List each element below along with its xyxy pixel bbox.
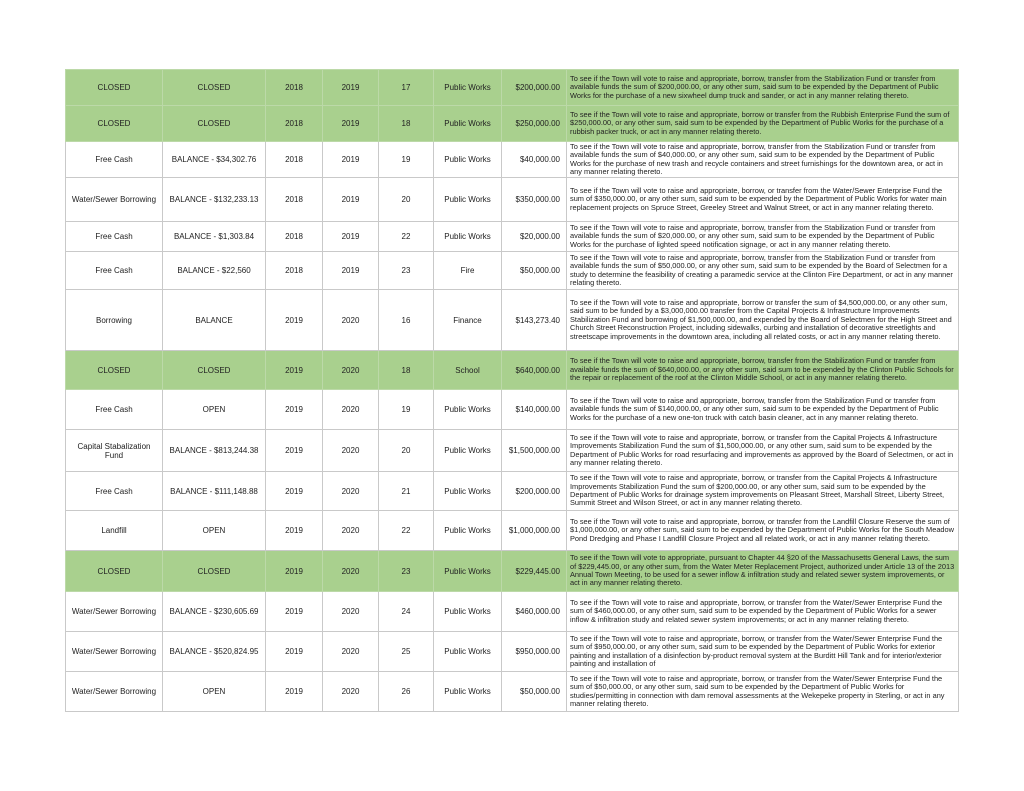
description-cell: To see if the Town will vote to raise and appropriate, borrow, transfer from the Stabilization Fund or transfer from available funds the sum of $50,000.00, or any other sum, said sum to be expended by the Board of Selectmen for a study to determine the feasibility of creating a paramedic service at the Clinton Fire Department, or act in any manner relating thereto. bbox=[567, 252, 959, 290]
amount-cell: $1,000,000.00 bbox=[502, 511, 567, 551]
amount-cell: $143,273.40 bbox=[502, 290, 567, 351]
table-row bbox=[66, 290, 959, 351]
balance-status-cell: BALANCE - $520,824.95 bbox=[163, 632, 266, 672]
start-year-cell: 2018 bbox=[266, 106, 323, 142]
funding-source-cell: Free Cash bbox=[66, 142, 163, 178]
article-number-cell: 18 bbox=[379, 351, 434, 390]
balance-status-cell: BALANCE - $34,302.76 bbox=[163, 142, 266, 178]
funding-source-cell: CLOSED bbox=[66, 70, 163, 106]
description-cell: To see if the Town will vote to raise and appropriate, borrow, or transfer from the Water/Sewer Enterprise Fund the sum of $460,000.00, or any other sum, said sum to be expended by the Department of Public Works for a sewer inflow & infiltration study and related sewer system improvements; or act in any manner relating thereto. bbox=[567, 592, 959, 632]
department-cell: Public Works bbox=[434, 472, 502, 511]
description-cell: To see if the Town will vote to raise and appropriate, borrow, or transfer from the Capital Projects & Infrastructure Improvements Stabilization Fund the sum of $1,500,000.00, or any other sum, said sum to be expended by the Department of Public Works for road resurfacing and improvements as approved by the Board of Selectmen, or act in any manner relating thereto. bbox=[567, 430, 959, 472]
description-cell: To see if the Town will vote to raise and appropriate, borrow, transfer from the Stabilization Fund or transfer from available funds the sum of $20,000.00, or any other sum, said sum to be expended by the Department of Public Works for the purchase of lighted speed notification signage, or act in any manner relating thereto. bbox=[567, 222, 959, 252]
table-row bbox=[66, 632, 959, 672]
table-row bbox=[66, 142, 959, 178]
department-cell: Public Works bbox=[434, 222, 502, 252]
department-cell: Public Works bbox=[434, 551, 502, 592]
department-cell: Public Works bbox=[434, 70, 502, 106]
articles-table-body bbox=[66, 70, 959, 712]
end-year-cell: 2019 bbox=[323, 142, 379, 178]
balance-status-cell: BALANCE - $22,560 bbox=[163, 252, 266, 290]
start-year-cell: 2018 bbox=[266, 252, 323, 290]
amount-cell: $50,000.00 bbox=[502, 252, 567, 290]
start-year-cell: 2018 bbox=[266, 142, 323, 178]
balance-status-cell: BALANCE - $1,303.84 bbox=[163, 222, 266, 252]
funding-source-cell: Water/Sewer Borrowing bbox=[66, 632, 163, 672]
start-year-cell: 2019 bbox=[266, 592, 323, 632]
end-year-cell: 2020 bbox=[323, 672, 379, 712]
department-cell: Public Works bbox=[434, 430, 502, 472]
department-cell: Public Works bbox=[434, 672, 502, 712]
table-row bbox=[66, 511, 959, 551]
balance-status-cell: OPEN bbox=[163, 390, 266, 430]
articles-table bbox=[65, 69, 959, 712]
article-number-cell: 22 bbox=[379, 511, 434, 551]
description-cell: To see if the Town will vote to raise and appropriate, borrow, or transfer from the Water/Sewer Enterprise Fund the sum of $950,000.00, or any other sum, said sum to be expended by the Department of Public Works for exterior painting and installation of a disinfection by-product removal system at the Burditt Hill Tank and for interior/exterior painting and installation of bbox=[567, 632, 959, 672]
department-cell: Public Works bbox=[434, 592, 502, 632]
amount-cell: $640,000.00 bbox=[502, 351, 567, 390]
funding-source-cell: CLOSED bbox=[66, 351, 163, 390]
department-cell: Public Works bbox=[434, 142, 502, 178]
start-year-cell: 2018 bbox=[266, 178, 323, 222]
table-row bbox=[66, 672, 959, 712]
funding-source-cell: Water/Sewer Borrowing bbox=[66, 592, 163, 632]
funding-source-cell: Landfill bbox=[66, 511, 163, 551]
amount-cell: $250,000.00 bbox=[502, 106, 567, 142]
department-cell: Public Works bbox=[434, 390, 502, 430]
article-number-cell: 24 bbox=[379, 592, 434, 632]
start-year-cell: 2019 bbox=[266, 390, 323, 430]
end-year-cell: 2020 bbox=[323, 290, 379, 351]
table-row bbox=[66, 592, 959, 632]
department-cell: Public Works bbox=[434, 632, 502, 672]
article-number-cell: 23 bbox=[379, 252, 434, 290]
start-year-cell: 2019 bbox=[266, 351, 323, 390]
end-year-cell: 2020 bbox=[323, 351, 379, 390]
amount-cell: $460,000.00 bbox=[502, 592, 567, 632]
balance-status-cell: BALANCE bbox=[163, 290, 266, 351]
table-row bbox=[66, 222, 959, 252]
funding-source-cell: Capital Stabalization Fund bbox=[66, 430, 163, 472]
amount-cell: $950,000.00 bbox=[502, 632, 567, 672]
article-number-cell: 16 bbox=[379, 290, 434, 351]
funding-source-cell: Free Cash bbox=[66, 222, 163, 252]
description-cell: To see if the Town will vote to raise and appropriate, borrow, transfer from the Stabilization Fund or transfer from available funds the sum of $140,000.00, or any other sum, said sum to be expended by the Department of Public Works for the purchase of a new one-ton truck with catch basin cleaner, act in any manner relating thereto. bbox=[567, 390, 959, 430]
start-year-cell: 2018 bbox=[266, 222, 323, 252]
description-cell: To see if the Town will vote to raise and appropriate, borrow, or transfer from the Capital Projects & Infrastructure Improvements Stabilization Fund the sum of $200,000.00, or any other sum, said sum to be expended by the Department of Public Works for drainage system improvements on Pleasant Street, Marshall Street, Liberty Street, Summit Street and Wilson Street, or act in any manner relating thereto. bbox=[567, 472, 959, 511]
end-year-cell: 2019 bbox=[323, 222, 379, 252]
description-cell: To see if the Town will vote to raise and appropriate, borrow or transfer from the Rubbish Enterprise Fund the sum of $250,000.00, or any other sum, said sum to be expended by the Department of Public Works for the purchase of a rubbish packer truck, or act in any manner relating thereto. bbox=[567, 106, 959, 142]
start-year-cell: 2019 bbox=[266, 551, 323, 592]
start-year-cell: 2019 bbox=[266, 430, 323, 472]
department-cell: Fire bbox=[434, 252, 502, 290]
article-number-cell: 17 bbox=[379, 70, 434, 106]
article-number-cell: 22 bbox=[379, 222, 434, 252]
department-cell: Public Works bbox=[434, 178, 502, 222]
amount-cell: $200,000.00 bbox=[502, 472, 567, 511]
funding-source-cell: CLOSED bbox=[66, 551, 163, 592]
balance-status-cell: CLOSED bbox=[163, 551, 266, 592]
end-year-cell: 2019 bbox=[323, 252, 379, 290]
end-year-cell: 2019 bbox=[323, 106, 379, 142]
balance-status-cell: BALANCE - $230,605.69 bbox=[163, 592, 266, 632]
end-year-cell: 2020 bbox=[323, 390, 379, 430]
article-number-cell: 21 bbox=[379, 472, 434, 511]
start-year-cell: 2019 bbox=[266, 632, 323, 672]
amount-cell: $229,445.00 bbox=[502, 551, 567, 592]
start-year-cell: 2018 bbox=[266, 70, 323, 106]
balance-status-cell: CLOSED bbox=[163, 106, 266, 142]
amount-cell: $350,000.00 bbox=[502, 178, 567, 222]
amount-cell: $50,000.00 bbox=[502, 672, 567, 712]
funding-source-cell: Free Cash bbox=[66, 390, 163, 430]
balance-status-cell: BALANCE - $132,233.13 bbox=[163, 178, 266, 222]
balance-status-cell: CLOSED bbox=[163, 70, 266, 106]
article-number-cell: 19 bbox=[379, 142, 434, 178]
article-number-cell: 26 bbox=[379, 672, 434, 712]
start-year-cell: 2019 bbox=[266, 511, 323, 551]
funding-source-cell: Water/Sewer Borrowing bbox=[66, 178, 163, 222]
department-cell: School bbox=[434, 351, 502, 390]
amount-cell: $140,000.00 bbox=[502, 390, 567, 430]
funding-source-cell: CLOSED bbox=[66, 106, 163, 142]
description-cell: To see if the Town will vote to raise and appropriate, borrow, or transfer from the Water/Sewer Enterprise Fund the sum of $350,000.00, or any other sum, said sum to be expended by the Department of Public Works for water main replacement projects on Spruce Street, Greeley Street and Walnut Street, or act in any manner relating thereto. bbox=[567, 178, 959, 222]
description-cell: To see if the Town will vote to raise and appropriate, borrow, or transfer from the Water/Sewer Enterprise Fund the sum of $50,000.00, or any other sum, said sum to be expended by the Department of Public Works for studies/permitting in connection with dam removal assessments at the Wekepeke property in Sterling, or act in any manner relating thereto. bbox=[567, 672, 959, 712]
funding-source-cell: Borrowing bbox=[66, 290, 163, 351]
table-row bbox=[66, 390, 959, 430]
description-cell: To see if the Town will vote to raise and appropriate, borrow, transfer from the Stabilization Fund or transfer from available funds the sum of $200,000.00, or any other sum, said sum to be expended by the Department of Public Works for the purchase of a new sixwheel dump truck and sander, or act in any manner relating thereto. bbox=[567, 70, 959, 106]
end-year-cell: 2019 bbox=[323, 70, 379, 106]
table-row bbox=[66, 178, 959, 222]
department-cell: Finance bbox=[434, 290, 502, 351]
department-cell: Public Works bbox=[434, 106, 502, 142]
amount-cell: $20,000.00 bbox=[502, 222, 567, 252]
table-row bbox=[66, 472, 959, 511]
funding-source-cell: Water/Sewer Borrowing bbox=[66, 672, 163, 712]
balance-status-cell: CLOSED bbox=[163, 351, 266, 390]
article-number-cell: 19 bbox=[379, 390, 434, 430]
description-cell: To see if the Town will vote to raise and appropriate, borrow or transfer the sum of $4,500,000.00, or any other sum, said sum to be funded by a $3,000,000.00 transfer from the Capital Projects & Infrastructure Improvements Stabilization Fund and borrowing of $1,500,000.00, and expended by the Board of Selectmen for the High Street and Church Street Reconstruction Project, including sidewalks, curbing and installation of decorative streetlights and streetscape improvements in the downtown area, including all related costs, or act in any manner relating thereto. bbox=[567, 290, 959, 351]
funding-source-cell: Free Cash bbox=[66, 472, 163, 511]
balance-status-cell: BALANCE - $813,244.38 bbox=[163, 430, 266, 472]
description-cell: To see if the Town will vote to raise and appropriate, borrow, or transfer from the Landfill Closure Reserve the sum of $1,000,000.00, or any other sum, said sum to be expended by the Department of Public Works for the South Meadow Pond Dredging and Phase I Landfill Closure Project and all related work, or act in any manner relating thereto. bbox=[567, 511, 959, 551]
end-year-cell: 2020 bbox=[323, 592, 379, 632]
article-number-cell: 18 bbox=[379, 106, 434, 142]
start-year-cell: 2019 bbox=[266, 472, 323, 511]
end-year-cell: 2020 bbox=[323, 551, 379, 592]
amount-cell: $1,500,000.00 bbox=[502, 430, 567, 472]
balance-status-cell: OPEN bbox=[163, 511, 266, 551]
table-row bbox=[66, 106, 959, 142]
table-row bbox=[66, 252, 959, 290]
description-cell: To see if the Town will vote to raise and appropriate, borrow, transfer from the Stabilization Fund or transfer from available funds the sum of $40,000.00, or any other sum, said sum to be expended by the Department of Public Works for the purchase of new trash and recycle containers and street furnishings for the downtown area, or act in any manner relating thereto. bbox=[567, 142, 959, 178]
table-row bbox=[66, 70, 959, 106]
table-row bbox=[66, 430, 959, 472]
end-year-cell: 2020 bbox=[323, 430, 379, 472]
funding-source-cell: Free Cash bbox=[66, 252, 163, 290]
end-year-cell: 2020 bbox=[323, 472, 379, 511]
balance-status-cell: BALANCE - $111,148.88 bbox=[163, 472, 266, 511]
amount-cell: $40,000.00 bbox=[502, 142, 567, 178]
end-year-cell: 2020 bbox=[323, 632, 379, 672]
description-cell: To see if the Town will vote to appropriate, pursuant to Chapter 44 §20 of the Massachusetts General Laws, the sum of $229,445.00, or any other sum, from the Water Meter Replacement Project, authorized under Article 13 of the 2013 Annual Town Meeting, to be used for a sewer inflow & infiltration study and related sewer system improvements, or act in any manner relating thereto. bbox=[567, 551, 959, 592]
amount-cell: $200,000.00 bbox=[502, 70, 567, 106]
description-cell: To see if the Town will vote to raise and appropriate, borrow, transfer from the Stabilization Fund or transfer from available funds the sum of $640,000.00, or any other sum, said sum to be expended by the Clinton Public Schools for the repair or replacement of the roof at the Clinton Middle School, or act in any manner relating thereto. bbox=[567, 351, 959, 390]
end-year-cell: 2019 bbox=[323, 178, 379, 222]
article-number-cell: 25 bbox=[379, 632, 434, 672]
end-year-cell: 2020 bbox=[323, 511, 379, 551]
article-number-cell: 20 bbox=[379, 430, 434, 472]
start-year-cell: 2019 bbox=[266, 672, 323, 712]
balance-status-cell: OPEN bbox=[163, 672, 266, 712]
article-number-cell: 20 bbox=[379, 178, 434, 222]
article-number-cell: 23 bbox=[379, 551, 434, 592]
table-row bbox=[66, 551, 959, 592]
table-row bbox=[66, 351, 959, 390]
department-cell: Public Works bbox=[434, 511, 502, 551]
start-year-cell: 2019 bbox=[266, 290, 323, 351]
